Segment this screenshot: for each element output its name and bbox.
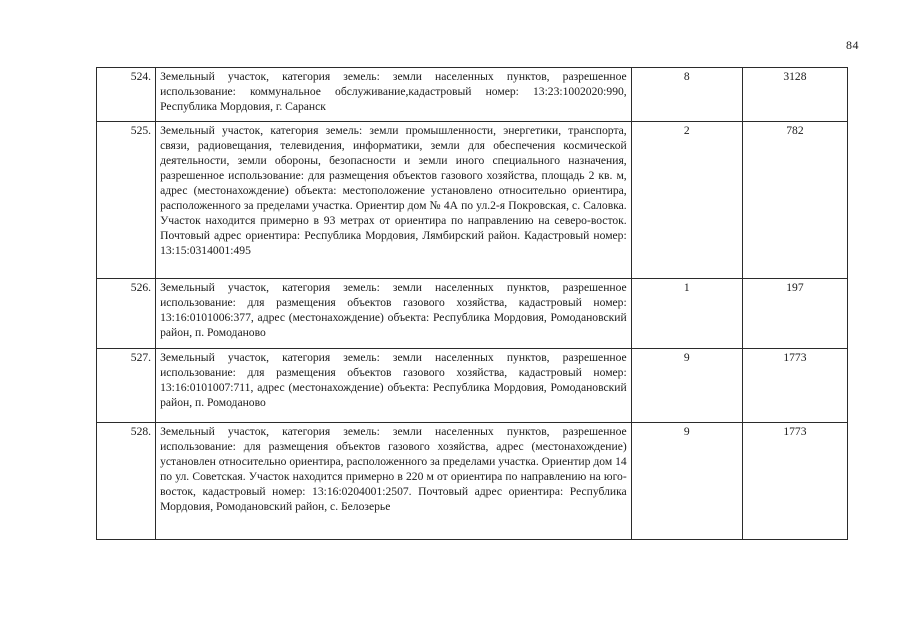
quantity-cell: 1 bbox=[631, 279, 742, 349]
row-number: 528. bbox=[97, 423, 156, 540]
page-number: 84 bbox=[846, 38, 859, 52]
property-description: Земельный участок, категория земель: земли населенных пунктов, разрешенное использование: для размещения объектов газового хозяйства, кадастровый номер: 13:16:0101006:377, адрес (местонахождение) объекта: Республика Мордовия, Ромодановский район, п. Ромоданово bbox=[156, 279, 632, 349]
area-cell: 782 bbox=[742, 122, 847, 279]
table-row bbox=[97, 279, 848, 349]
table-row bbox=[97, 122, 848, 279]
row-number: 526. bbox=[97, 279, 156, 349]
row-number: 525. bbox=[97, 122, 156, 279]
table-row bbox=[97, 349, 848, 423]
property-description: Земельный участок, категория земель: земли населенных пунктов, разрешенное использование: для размещения объектов газового хозяйства, адрес (местонахождение) установлен относительно ориентира, расположенного за пределами участка. Ориентир дом 14 по ул. Советская. Участок находится примерно в 220 м от ориентира по направлению на юго-восток, кадастровый номер: 13:16:0204001:2507. Почтовый адрес ориентира: Республика Мордовия, Ромодановский район, с. Белозерье bbox=[156, 423, 632, 540]
property-description: Земельный участок, категория земель: земли населенных пунктов, разрешенное использование: коммунальное обслуживание,кадастровый номер: 13:23:1002020:990, Республика Мордовия, г. Саранск bbox=[156, 68, 632, 122]
property-registry-table bbox=[96, 67, 848, 540]
table-row bbox=[97, 68, 848, 122]
area-cell: 197 bbox=[742, 279, 847, 349]
quantity-cell: 8 bbox=[631, 68, 742, 122]
row-number: 527. bbox=[97, 349, 156, 423]
quantity-cell: 9 bbox=[631, 423, 742, 540]
quantity-cell: 2 bbox=[631, 122, 742, 279]
area-cell: 1773 bbox=[742, 349, 847, 423]
area-cell: 3128 bbox=[742, 68, 847, 122]
property-description: Земельный участок, категория земель: земли промышленности, энергетики, транспорта, связи, радиовещания, телевидения, информатики, земли для обеспечения космической деятельности, земли обороны, безопасности и земли иного специального назначения, разрешенное использование: для размещения объектов газового хозяйства, площадь 2 кв. м, адрес (местонахождение) объекта: местоположение установлено относительно ориентира, расположенного за пределами участка. Ориентир дом № 4А по ул.2-я Покровская, с. Саловка. Участок находится примерно в 93 метрах от ориентира по направлению на северо-восток. Почтовый адрес ориентира: Республика Мордовия, Лямбирский район. Кадастровый номер: 13:15:0314001:495 bbox=[156, 122, 632, 279]
row-number: 524. bbox=[97, 68, 156, 122]
quantity-cell: 9 bbox=[631, 349, 742, 423]
table-row bbox=[97, 423, 848, 540]
area-cell: 1773 bbox=[742, 423, 847, 540]
property-description: Земельный участок, категория земель: земли населенных пунктов, разрешенное использование: для размещения объектов газового хозяйства, кадастровый номер: 13:16:0101007:711, адрес (местонахождение) объекта: Республика Мордовия, Ромодановский район, п. Ромоданово bbox=[156, 349, 632, 423]
